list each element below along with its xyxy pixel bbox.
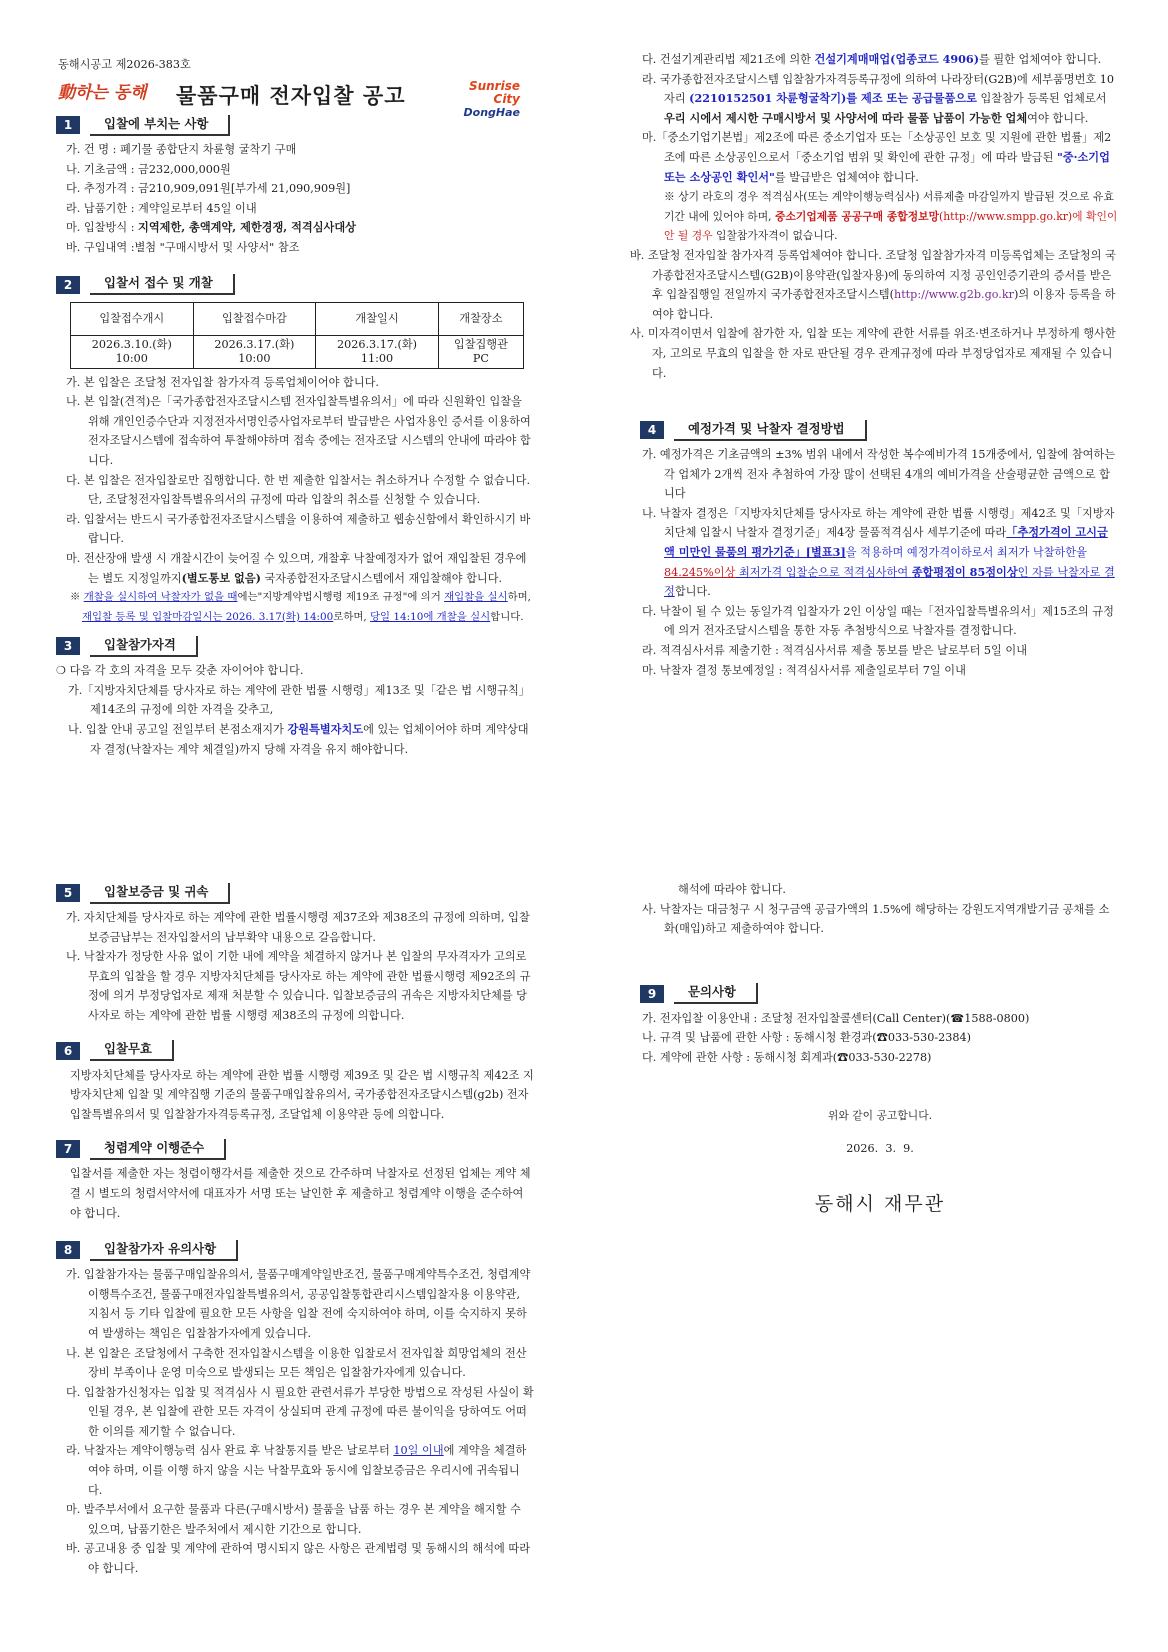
section-number: 6 — [56, 1042, 80, 1060]
table-header: 입찰접수마감 — [193, 302, 316, 335]
list-item: 가. 예정가격은 기초금액의 ±3% 범위 내에서 작성한 복수예비가격 15개중에서, 입찰에 참여하는 각 업체가 2개씩 전자 추첨하여 가장 많이 선택된 4개의 예비가격을 산술평균한 금액으로 합니다 — [642, 448, 1116, 501]
list-item: 라. 낙찰자는 계약이행능력 심사 완료 후 낙찰통지를 받은 날로부터 10일 이내에 계약을 체결하여야 하며, 이를 이행 하지 않을 시는 낙찰무효와 동시에 입찰보증금은 우리시에 귀속됩니다. — [66, 1444, 527, 1497]
issuer-name: 동해시 재무관 — [814, 1192, 946, 1215]
contact-item: 나. 규격 및 납품에 관한 사항 : 동해시청 환경과(☎033-530-2384) — [642, 1031, 971, 1045]
right-column-bottom — [642, 880, 1118, 1214]
list-item: 나. 입찰 안내 공고일 전일부터 본점소재지가 강원특별자치도에 있는 업체이어야 하며 계약상대자 결정(낙찰자는 계약 체결일)까지 당해 자격을 유지 해야합니다. — [68, 722, 529, 756]
section-title: 문의사항 — [674, 983, 758, 1004]
logo-right-line1: Sunrise City — [468, 79, 520, 106]
section-number: 3 — [56, 637, 80, 655]
list-item: 가. 입찰참가자는 물품구매입찰유의서, 물품구매계약일반조건, 물품구매계약특수조건, 청렴계약이행특수조건, 물품구매전자입찰특별유의서, 공공입찰통합관리시스템입찰자용 이용약관, 지침서 등 기타 입찰에 필요한 모든 사항을 입찰 전에 숙지하여야 하며, 이를 숙지하지 못하여 발생하는 책임은 입찰참가자에게 있습니다. — [66, 1268, 531, 1340]
rebid-note: ※ 개찰을 실시하여 낙찰자가 없을 때에는"지방계약법시행령 제19조 규정"에 의거 재입찰을 실시하며, 재입찰 등록 및 입찰마감일시는 2026. 3.17(화) 14:00로하며, 당일 14:10에 개찰을 실시합니다. — [70, 591, 531, 623]
section-number: 8 — [56, 1241, 80, 1259]
section-number: 4 — [640, 421, 664, 439]
list-item: 마. 입찰방식 : 지역제한, 총액계약, 제한경쟁, 적격심사대상 — [66, 220, 356, 235]
contact-item: 가. 전자입찰 이용안내 : 조달청 전자입찰콜센터(Call Center)(☎1588-0800) — [642, 1011, 1030, 1025]
list-item: 바. 조달청 전자입찰 참가자격 등록업체여야 합니다. 조달청 입찰참가자격 미등록업체는 조달청의 국가종합전자조달시스템(G2B)이용약관(입찰자용)에 동의하여 지정 공인인증기관의 증서를 받은 후 입찰집행일 전일까지 국가종합전자조달시스템(http://www.g2b.go.kr)의 이용자 등록을 하여야 합니다. — [630, 248, 1116, 321]
list-item: 다. 본 입찰은 전자입찰로만 집행합니다. 한 번 제출한 입찰서는 취소하거나 수정할 수 없습니다. 단, 조달청전자입찰특별유의서의 규정에 따라 입찰의 취소를 신청할 수 있습니다. — [66, 473, 531, 507]
list-item: 다. 건설기계관리법 제21조에 의한 건설기계매매업(업종코드 4906)를 필한 업체여야 합니다. — [642, 52, 1102, 66]
list-item: 바. 공고내용 중 입찰 및 계약에 관하여 명시되지 않은 사항은 관계법령 및 동해시의 해석에 따라야 합니다. — [66, 1542, 531, 1576]
section-title: 입찰참가자 유의사항 — [90, 1240, 238, 1261]
table-header: 입찰접수개시 — [71, 302, 194, 335]
section-title: 입찰서 접수 및 개찰 — [90, 274, 235, 295]
certificate-note: ※ 상기 라호의 경우 적격심사(또는 계약이행능력심사) 서류제출 마감일까지 발급된 것으로 유효기간 내에 있어야 하며, 중소기업제품 공공구매 종합정보망(http://www.smpp.go.kr)에 확인이 안 될 경우 입찰참가자격이 없습니다. — [664, 190, 1118, 243]
section-3-header — [56, 635, 534, 657]
contact-item: 다. 계약에 관한 사항 : 동해시청 회계과(☎033-530-2278) — [642, 1050, 932, 1064]
list-item: 라. 입찰서는 반드시 국가종합전자조달시스템을 이용하여 제출하고 웹송신함에서 확인하시기 바랍니다. — [66, 512, 531, 546]
logo-right-line2: DongHae — [463, 106, 520, 119]
city-logo-left — [58, 78, 154, 108]
list-item: 다. 입찰참가신청자는 입찰 및 적격심사 시 필요한 관련서류가 부당한 방법으로 작성된 사실이 확인될 경우, 본 입찰에 관한 모든 자격이 상실되며 관계 규정에 따른 불이익을 당하여도 어떠한 이의를 제기할 수 없습니다. — [66, 1385, 534, 1438]
table-header: 개찰장소 — [438, 302, 523, 335]
list-item: 마.「중소기업기본법」제2조에 따른 중소기업자 또는「소상공인 보호 및 지원에 관한 법률」제2조에 따른 소상공인으로서「중소기업 범위 및 확인에 관한 규정」에 따라 발급된 "중·소기업 또는 소상공인 확인서"를 발급받은 업체여야 합니다. — [642, 131, 1112, 184]
section-number: 2 — [56, 276, 80, 294]
section-title: 입찰참가자격 — [90, 636, 198, 657]
section-6-header — [56, 1040, 534, 1062]
section-title: 입찰무효 — [90, 1040, 174, 1061]
list-item: 가. 건 명 : 폐기물 종합단지 차륜형 굴착기 구매 — [66, 143, 297, 156]
list-item: 바. 구입내역 :별첨 "구매시방서 및 사양서" 참조 — [66, 240, 300, 254]
left-column-top — [56, 114, 534, 759]
list-item: 가. 자치단체를 당사자로 하는 계약에 관한 법률시행령 제37조와 제38조의 규정에 의하며, 입찰보증금납부는 전자입찰서의 납부확약 내용으로 갈음합니다. — [66, 911, 530, 944]
list-item: 가. 본 입찰은 조달청 전자입찰 참가자격 등록업체이어야 합니다. — [66, 375, 379, 389]
section-2-header — [56, 274, 534, 296]
section-5-header — [56, 882, 534, 904]
list-item: 가.「지방자치단체를 당사자로 하는 계약에 관한 법률 시행령」제13조 및「같은 법 시행규칙」제14조의 규정에 의한 자격을 갖추고, — [68, 683, 530, 717]
invalid-bid-text: 지방자치단체를 당사자로 하는 계약에 관한 법률 시행령 제39조 및 같은 법 시행규칙 제42조 지방자치단체 입찰 및 계약집행 기준의 물품구매입찰유의서, 국가종합전자조달시스템(g2b) 전자입찰특별유의서 및 입찰참가자격등록규정, 조달업체 이용약관 등에 의합니다. — [70, 1068, 534, 1121]
section-number: 5 — [56, 884, 80, 902]
section-1-header — [56, 114, 534, 136]
list-item: 나. 본 입찰(견적)은「국가종합전자조달시스템 전자입찰특별유의서」에 따라 신원확인 입찰을 위해 개인인증수단과 지정전자서명인증사업자로부터 발급받은 사업자용인 증서를 이용하여 전자조달시스템에 접속하여 투찰해야하며 접속 중에는 전자조달 시스템의 안내에 따라야 합니다. — [66, 395, 531, 467]
schedule-table — [70, 302, 524, 369]
section-8-header — [56, 1239, 534, 1261]
page-title: 물품구매 전자입찰 공고 — [176, 84, 406, 108]
list-item: 라. 국가종합전자조달시스템 입찰참가자격등록규정에 의하여 나라장터(G2B)에 세부품명번호 10자리 (2210152501 차륜형굴착기)를 제조 또는 공급물품으로 입찰참가 등록된 업체로서 우리 시에서 제시한 구매시방서 및 사양서에 따라 물품 납품이 가능한 업체여야 합니다. — [642, 72, 1114, 125]
table-header: 개찰일시 — [316, 302, 439, 335]
section-9-header — [640, 983, 1118, 1005]
list-item: 마. 낙찰자 결정 통보예정일 : 적격심사서류 제출일로부터 7일 이내 — [642, 663, 966, 677]
qualification-intro: ❍ 다음 각 호의 자격을 모두 갖춘 자이어야 합니다. — [56, 664, 304, 678]
issue-date: 2026. 3. 9. — [846, 1142, 914, 1156]
list-item: 라. 납품기한 : 계약일로부터 45일 이내 — [66, 201, 257, 215]
list-item: 사. 미자격이면서 입찰에 참가한 자, 입찰 또는 계약에 관한 서류를 위조·변조하거나 부정하게 행사한 자, 고의로 무효의 입찰을 한 자로 판단될 경우 관계규정에 따라 부정당업자로 제재될 수 있습니다. — [630, 327, 1116, 380]
sunrise-city-logo — [446, 79, 520, 119]
section-4-header — [640, 419, 1118, 441]
list-item: 마. 전산장애 발생 시 개찰시간이 늦어질 수 있으며, 개찰후 낙찰예정자가 없어 재입찰된 경우에는 별도 지정일까지(별도통보 없음) 국자종합전자조달시스템에서 재입찰해야 합니다. — [66, 551, 527, 585]
list-item: 나. 본 입찰은 조달청에서 구축한 전자입찰시스템을 이용한 입찰로서 전자입찰 희망업체의 전산장비 부족이나 운영 미숙으로 발생되는 모든 책임은 입찰참가자에게 있습니다. — [66, 1346, 527, 1380]
list-item: 나. 기초금액 : 금232,000,000원 — [66, 162, 231, 176]
left-column-bottom — [56, 882, 534, 1576]
table-cell: 입찰집행관 PC — [438, 335, 523, 368]
notice-number: 동해시공고 제2026-383호 — [58, 58, 191, 71]
logo-left-text: 動하는 동해 — [58, 83, 147, 103]
section-title: 청렴계약 이행준수 — [90, 1139, 226, 1160]
list-item: 다. 추정가격 : 금210,909,091원[부가세 21,090,909원] — [66, 182, 351, 196]
section-7-header — [56, 1138, 534, 1160]
section-number: 9 — [640, 985, 664, 1003]
section-number: 1 — [56, 116, 80, 134]
section-title: 입찰보증금 및 귀속 — [90, 883, 230, 904]
list-item: 나. 낙찰자가 정당한 사유 없이 기한 내에 계약을 체결하지 않거나 본 입찰의 무자격자가 고의로 무효의 입찰을 할 경우 지방자치단체를 당사자로 하는 계약에 관한 법률시행령 제92조의 규정에 의거 부정당업자로 제재 처분할 수 있습니다. 입찰보증금의 귀속은 지방자치단체를 당사자로 하는 계약에 관한 법률 시행령 제38조의 규정에 의합니다. — [66, 950, 531, 1022]
list-item: 사. 낙찰자는 대금청구 시 청구금액 공급가액의 1.5%에 해당하는 강원도지역개발기금 공채를 소화(매입)하고 제출하여야 합니다. — [642, 902, 1110, 936]
closing-line: 위와 같이 공고합니다. — [827, 1108, 933, 1122]
table-cell: 2026.3.17.(화) 11:00 — [316, 335, 439, 368]
list-item: 다. 낙찰이 될 수 있는 동일가격 입찰자가 2인 이상일 때는「전자입찰특별유의서」제15조의 규정에 의거 전자조달시스템을 통한 자동 추첨방식으로 낙찰자를 결정합니다. — [642, 604, 1114, 638]
section-title: 입찰에 부치는 사항 — [90, 115, 230, 136]
table-cell: 2026.3.10.(화) 10:00 — [71, 335, 194, 368]
section-number: 7 — [56, 1140, 80, 1158]
right-column-top — [630, 50, 1118, 680]
list-item: 나. 낙찰자 결정은「지방자치단체를 당사자로 하는 계약에 관한 법률 시행령」제42조 및「지방자치단체 입찰시 낙찰자 결정기준」제4장 물품적격심사 세부기준에 따라「추정가격이 고시금액 미만인 물품의 평가기준」[별표3]을 적용하며 예정가격이하로서 최저가 낙찰하한율 84.245%이상 최저가격 입찰순으로 적격심사하여 종합평점이 85점이상인 자를 낙찰자로 결정합니다. — [642, 506, 1115, 599]
integrity-contract-text: 입찰서를 제출한 자는 청렴이행각서를 제출한 것으로 간주하며 낙찰자로 선정된 업체는 계약 체결 시 별도의 청렴서약서에 대표자가 서명 또는 날인한 후 제출하고 청렴계약 이행을 준수하여야 합니다. — [70, 1167, 531, 1220]
table-cell: 2026.3.17.(화) 10:00 — [193, 335, 316, 368]
list-item: 마. 발주부서에서 요구한 물품과 다른(구매시방서) 물품을 납품 하는 경우 본 계약을 해지할 수 있으며, 납품기한은 발주처에서 제시한 기간으로 합니다. — [66, 1503, 521, 1536]
section-title: 예정가격 및 낙찰자 결정방법 — [674, 420, 867, 441]
list-item: 라. 적격심사서류 제출기한 : 적격심사서류 제출 통보를 받은 날로부터 5일 이내 — [642, 644, 1028, 658]
continued-text: 해석에 따라야 합니다. — [678, 883, 786, 896]
